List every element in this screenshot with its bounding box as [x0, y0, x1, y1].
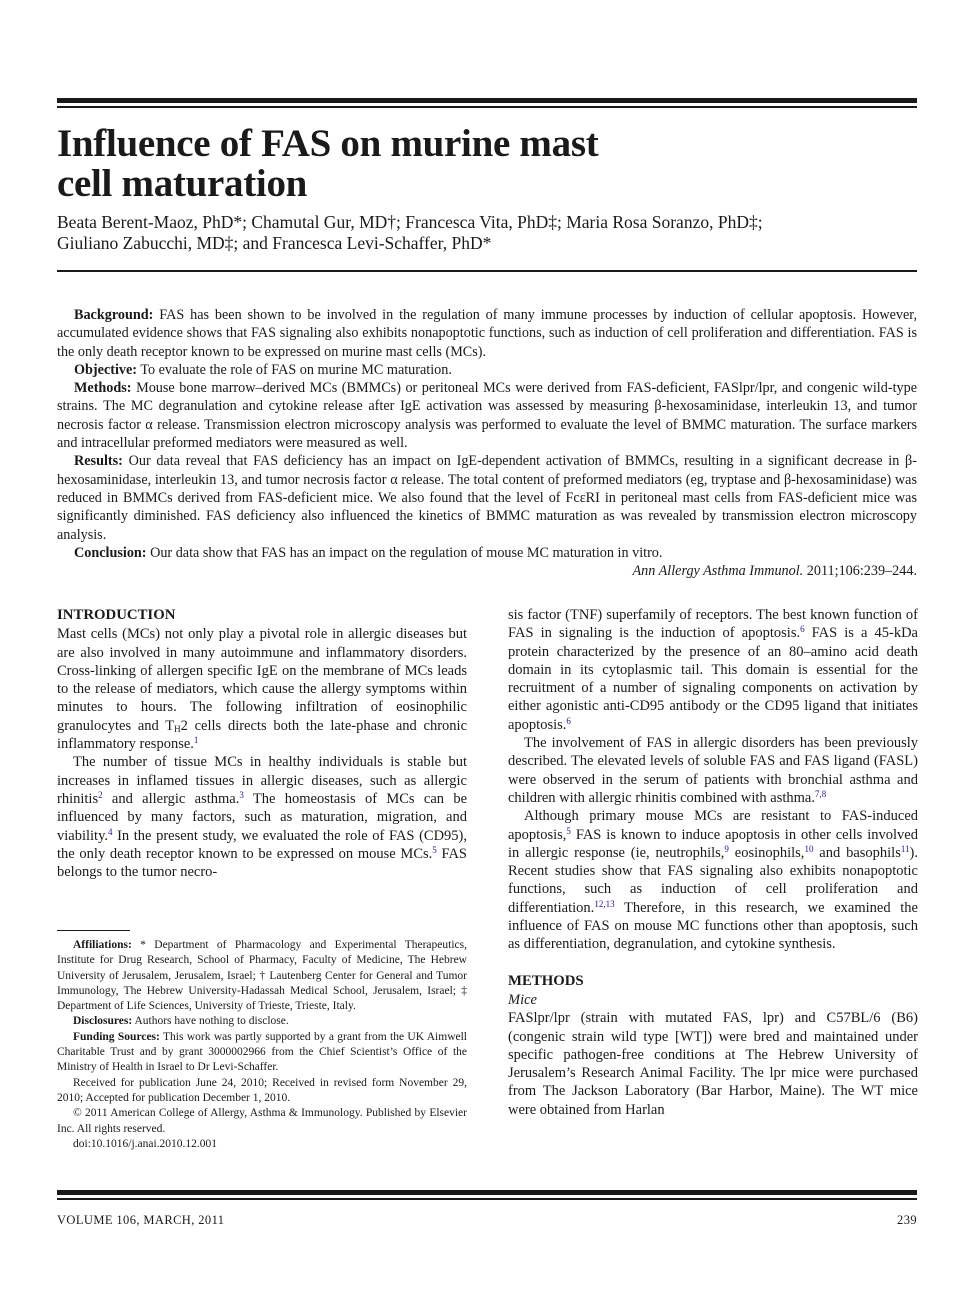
objective-text: To evaluate the role of FAS on murine MC maturation. [137, 361, 452, 378]
abstract-results [57, 452, 917, 543]
intro-r3-text-c: eosinophils, [728, 844, 805, 861]
reference-link[interactable]: 3 [239, 789, 244, 800]
objective-label: Objective: [74, 361, 138, 378]
doi-note[interactable]: doi:10.1016/j.anai.2010.12.001 [73, 1137, 218, 1150]
intro-p2-text-d: In the present study, we evaluated the role of FAS (CD95), the only death receptor known to be expressed on mouse MCs. [57, 827, 467, 862]
intro-r3-text-a: Although primary mouse MCs are resistant to FAS-induced apoptosis, [508, 808, 918, 843]
intro-r1-text-b: FAS is a 45-kDa protein characterized by the presence of an 80–amino acid death domain in its cytoplasmic tail. This domain is essential for the recruitment of a number of signaling components on activation by either agonistic anti-CD95 antibody or the CD95 ligand that initiates apoptosis. [508, 625, 918, 733]
background-text: FAS has been shown to be involved in the regulation of many immune processes by induction of cellular apoptosis. However, accumulated evidence shows that FAS signaling also exhibits nonapoptotic functions, such as induction of cell proliferation and differentiation. FAS is the only death receptor known to be expressed on murine mast cells (MCs). [57, 307, 917, 360]
intro-r3-text-b: FAS is known to induce apoptosis in other cells involved in allergic response (ie, neutrophils, [508, 826, 918, 861]
conclusion-text: Our data show that FAS has an impact on the regulation of mouse MC maturation in vitro. [146, 544, 663, 561]
footer-page-number: 239 [897, 1213, 917, 1227]
abstract [57, 306, 917, 580]
intro-r1-text-a: sis factor (TNF) superfamily of receptors. The best known function of FAS in signaling is the induction of apoptosis. [508, 607, 918, 642]
intro-r3-text-e: ). Recent studies show that FAS signaling also exhibits nonapoptotic functions, such as induction of cell proliferation and differentiation. [508, 844, 918, 916]
methods-text: Mouse bone marrow–derived MCs (BMMCs) or peritoneal MCs were derived from FAS-deficient, FASlpr/lpr, and congenic wild-type strains. The MC degranulation and cytokine release after IgE activation was assessed by measuring β-hexosaminidase, interleukin 13, and tumor necrosis factor α release. Transmission electron microscopy analysis was performed to evaluate the level of BMMC maturation. The surface markers and intracellular preformed mediators were measured as well. [57, 380, 917, 452]
intro-r3-text-f: Therefore, in this research, we examined the influence of FAS on mouse MC functions other than apoptosis, such as differentiation, degranulation, and cytokine synthesis. [508, 899, 918, 953]
section-spacer [508, 954, 918, 972]
intro-p2-text-e: FAS belongs to the tumor necro- [57, 845, 467, 881]
mice-subheading: Mice [508, 991, 537, 1008]
right-column [508, 606, 918, 1119]
citation-ref: 2011;106:239–244. [803, 563, 917, 580]
intro-r2-text-a: The involvement of FAS in allergic disorders has been previously described. The elevated levels of soluble FAS and FAS ligand (FASL) were observed in the serum of patients with bronchial asthma and children with allergic rhinitis combined with asthma. [508, 735, 918, 806]
reference-link[interactable]: 1 [193, 735, 199, 746]
footer-volume: VOLUME 106, MARCH, 2011 [57, 1213, 225, 1227]
reference-link[interactable]: 5 [432, 844, 437, 855]
intro-paragraph-4 [508, 734, 918, 807]
reference-link[interactable]: 12,13 [594, 898, 615, 909]
reference-link[interactable]: 2 [98, 789, 103, 800]
article-title [57, 124, 917, 204]
reference-link[interactable]: 9 [724, 843, 729, 854]
reference-link[interactable]: 4 [108, 826, 113, 837]
reference-link[interactable]: 6 [566, 715, 571, 726]
disclosures-text: Authors have nothing to disclose. [132, 1015, 289, 1028]
background-label: Background: [74, 307, 154, 323]
authors-line-2: Giuliano Zabucchi, MD‡; and Francesca Levi-Schaffer, PhD* [57, 233, 492, 253]
bottom-rule-thin [57, 1198, 917, 1200]
citation-journal: Ann Allergy Asthma Immunol. [632, 563, 804, 580]
methods-paragraph-1: FASlpr/lpr (strain with mutated FAS, lpr) and C57BL/6 (B6) (congenic strain wild type [WT]) were bred and maintained under specific pathogen-free conditions at The Hebrew University of Jerusalem’s Research Animal Facility. The lpr mice were purchased from The Jackson Laboratory (Bar Harbor, Maine). The WT mice were obtained from Harlan [508, 1010, 918, 1118]
reference-link[interactable]: 6 [800, 624, 805, 635]
intro-p1-text-a: Mast cells (MCs) not only play a pivotal role in allergic diseases but are also involved in many autoimmune and inflammatory disorders. Cross-linking of allergen specific IgE on the membrane of MCs leads to the release of mediators, which cause the allergy symptoms within minutes to hours. The following infiltration of eosinophilic granulocytes and T [57, 626, 467, 734]
disclosures-note [57, 1014, 467, 1029]
funding-note [57, 1030, 467, 1076]
th-subscript: H [174, 723, 181, 734]
author-list [57, 212, 917, 254]
abstract-conclusion [57, 544, 917, 562]
abstract-objective [57, 361, 917, 379]
funding-text: This work was partly supported by a grant from the UK Aimwell Charitable Trust and by grant 3000002966 from the Chief Scientist’s Office of the Ministry of Health in Israel to Dr Levi-Schaffer. [57, 1030, 467, 1074]
left-column [57, 606, 467, 881]
bottom-rule-thick [57, 1190, 917, 1195]
top-rule-thin [57, 106, 917, 108]
title-line-2: cell maturation [57, 162, 308, 205]
intro-paragraph-5 [508, 807, 918, 953]
intro-p2-text-b: and allergic asthma. [102, 790, 240, 807]
footnote-rule [57, 930, 130, 931]
affiliations-label: Affiliations: [73, 939, 132, 951]
reference-link[interactable]: 10 [804, 843, 814, 854]
affiliations-note [57, 938, 467, 1014]
copyright-note: © 2011 American College of Allergy, Asthma & Immunology. Published by Elsevier Inc. All rights reserved. [57, 1107, 467, 1135]
reference-link[interactable]: 7,8 [815, 788, 827, 799]
introduction-heading: INTRODUCTION [57, 607, 176, 623]
reference-link[interactable]: 5 [566, 825, 571, 836]
intro-p1-text-b: 2 cells directs both the late-phase and chronic inflammatory response. [57, 717, 468, 753]
results-text: Our data reveal that FAS deficiency has an impact on IgE-dependent activation of BMMCs, resulting in a significant decrease in β-hexosaminidase, interleukin 13, and tumor necrosis factor α release. The total content of preformed mediators (eg, tryptase and β-hexosaminidase) was reduced in BMMCs derived from FAS-deficient mice. We also found that the level of FcεRI in peritoneal mast cells from FAS-deficient mice was significantly diminished. FAS deficiency also influenced the kinetics of BMMC maturation as was revealed by transmission electron microscopy analysis. [57, 453, 917, 543]
intro-paragraph-1 [57, 625, 467, 753]
intro-p2-text-c: The homeostasis of MCs can be influenced by many factors, such as maturation, migration, and viability. [57, 790, 467, 844]
methods-label: Methods: [74, 380, 132, 397]
abstract-methods [57, 379, 917, 452]
affiliations-text: * Department of Pharmacology and Experimental Therapeutics, Institute for Drug Research, School of Pharmacy, Faculty of Medicine, The Hebrew University of Jerusalem, Jerusalem, Israel; † Lautenberg Center for General and Tumor Immunology, The Hebrew University-Hadassah Medical School, Jerusalem, Israel; ‡ Department of Life Sciences, University of Trieste, Trieste, Italy. [57, 939, 467, 1013]
title-line-1: Influence of FAS on murine mast [57, 122, 599, 165]
conclusion-label: Conclusion: [74, 544, 147, 561]
intro-r3-text-d: and basophils [813, 844, 901, 861]
intro-paragraph-3 [508, 606, 918, 734]
authors-line-1: Beata Berent-Maoz, PhD*; Chamutal Gur, MD†; Francesca Vita, PhD‡; Maria Rosa Soranzo, PhD‡; [57, 212, 763, 232]
footnotes [57, 938, 467, 1152]
journal-citation [57, 562, 917, 580]
reference-link[interactable]: 11 [900, 843, 910, 854]
top-rule-thick [57, 98, 917, 103]
intro-paragraph-2 [57, 753, 467, 881]
methods-heading: METHODS [508, 972, 584, 989]
results-label: Results: [74, 453, 123, 470]
funding-label: Funding Sources: [73, 1030, 160, 1043]
disclosures-label: Disclosures: [73, 1015, 133, 1028]
received-note: Received for publication June 24, 2010; Received in revised form November 29, 2010; Accepted for publication December 1, 2010. [57, 1076, 467, 1104]
intro-p2-text-a: The number of tissue MCs in healthy individuals is stable but increases in inflamed tissues in allergic diseases, such as allergic rhinitis [57, 754, 467, 807]
header-divider [57, 270, 917, 272]
abstract-background [57, 306, 917, 361]
